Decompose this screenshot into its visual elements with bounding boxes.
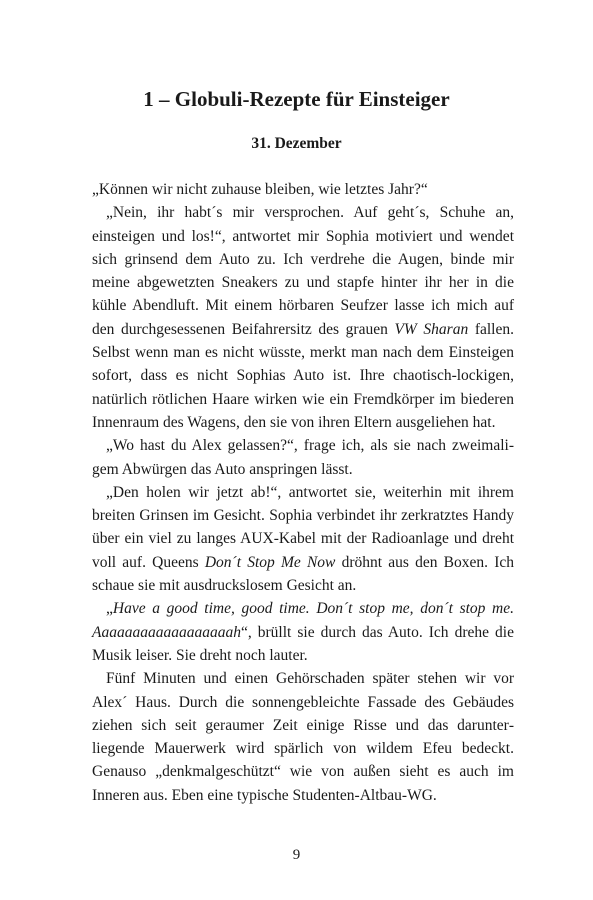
italic-car-name: VW Sharan: [394, 320, 469, 338]
italic-song-title: Don´t Stop Me Now: [204, 553, 336, 571]
text-run: “, brüllt sie durch das Auto. Ich drehe die Musik leiser. Sie dreht noch lauter.: [92, 623, 514, 664]
paragraph: [92, 434, 514, 481]
page-number: 9: [292, 847, 301, 863]
text-run: fallen. Selbst wenn man es nicht wüsste, merkt man nach dem Einsteigen sofort, dass es nicht Sophias Auto ist. Ihre chaotisch-lockigen, natürlich rötlichen Haare wirken wie ein Fremdkörper im biederen Innenraum des Wagens, den sie von ihren Eltern ausgeliehen hat.: [92, 320, 514, 431]
text-run: „Können wir nicht zuhause bleiben, wie letztes Jahr?“: [92, 181, 428, 198]
paragraph: [92, 201, 514, 434]
text-run: Fünf Minuten und einen Gehörschaden später stehen wir vor Alex´ Haus. Durch die sonnengebleichte Fassade des Gebäudes ziehen sich seit geraumer Zeit einige Risse und das darunterliegende Mauerwerk wird spärlich von wildem Efeu bedeckt. Genauso „denkmalgeschützt“ wie von außen sieht es auch im Inneren aus. Eben eine typische Studenten-Altbau-WG.: [92, 670, 514, 804]
paragraph: [92, 481, 514, 597]
paragraph: [92, 178, 514, 201]
text-run: dröhnt aus den Boxen. Ich schaue sie mit ausdruckslosem Gesicht an.: [92, 553, 515, 595]
italic-lyrics: Have a good time, good time. Don´t stop me, don´t stop me. Aaaaaaaaaaaaaaaaaah: [92, 600, 514, 641]
text-run: „Wo hast du Alex gelassen?“, frage ich, als sie nach zweimaligem Abwürgen das Auto anspringen lässt.: [92, 437, 514, 478]
date-heading: 31. Dezember: [251, 135, 342, 152]
text-run: „Nein, ihr habt´s mir versprochen. Auf geht´s, Schuhe an, einsteigen und los!“, antwortet mir Sophia motiviert und wendet sich grinsend dem Auto zu. Ich verdrehe die Augen, binde mir meine abgewetzten Sneakers zu und stapfe hinter ihr her in die kühle Abendluft. Mit einem hörbaren Seufzer lasse ich mich auf den durchgesessenen Beifahrersitz des grauen: [92, 204, 514, 338]
body-text: [92, 178, 514, 807]
paragraph: [92, 597, 514, 667]
paragraph: [92, 667, 514, 807]
text-run: „: [106, 600, 113, 618]
text-run: „Den holen wir jetzt ab!“, antwortet sie, weiterhin mit ihrem breiten Grinsen im Gesicht. Sophia verbindet ihr zerkratztes Handy über ein viel zu langes AUX-Kabel mit der Radioanlage und dreht voll auf. Queens: [92, 483, 514, 571]
chapter-title: 1 – Globuli-Rezepte für Einsteiger: [143, 87, 450, 111]
